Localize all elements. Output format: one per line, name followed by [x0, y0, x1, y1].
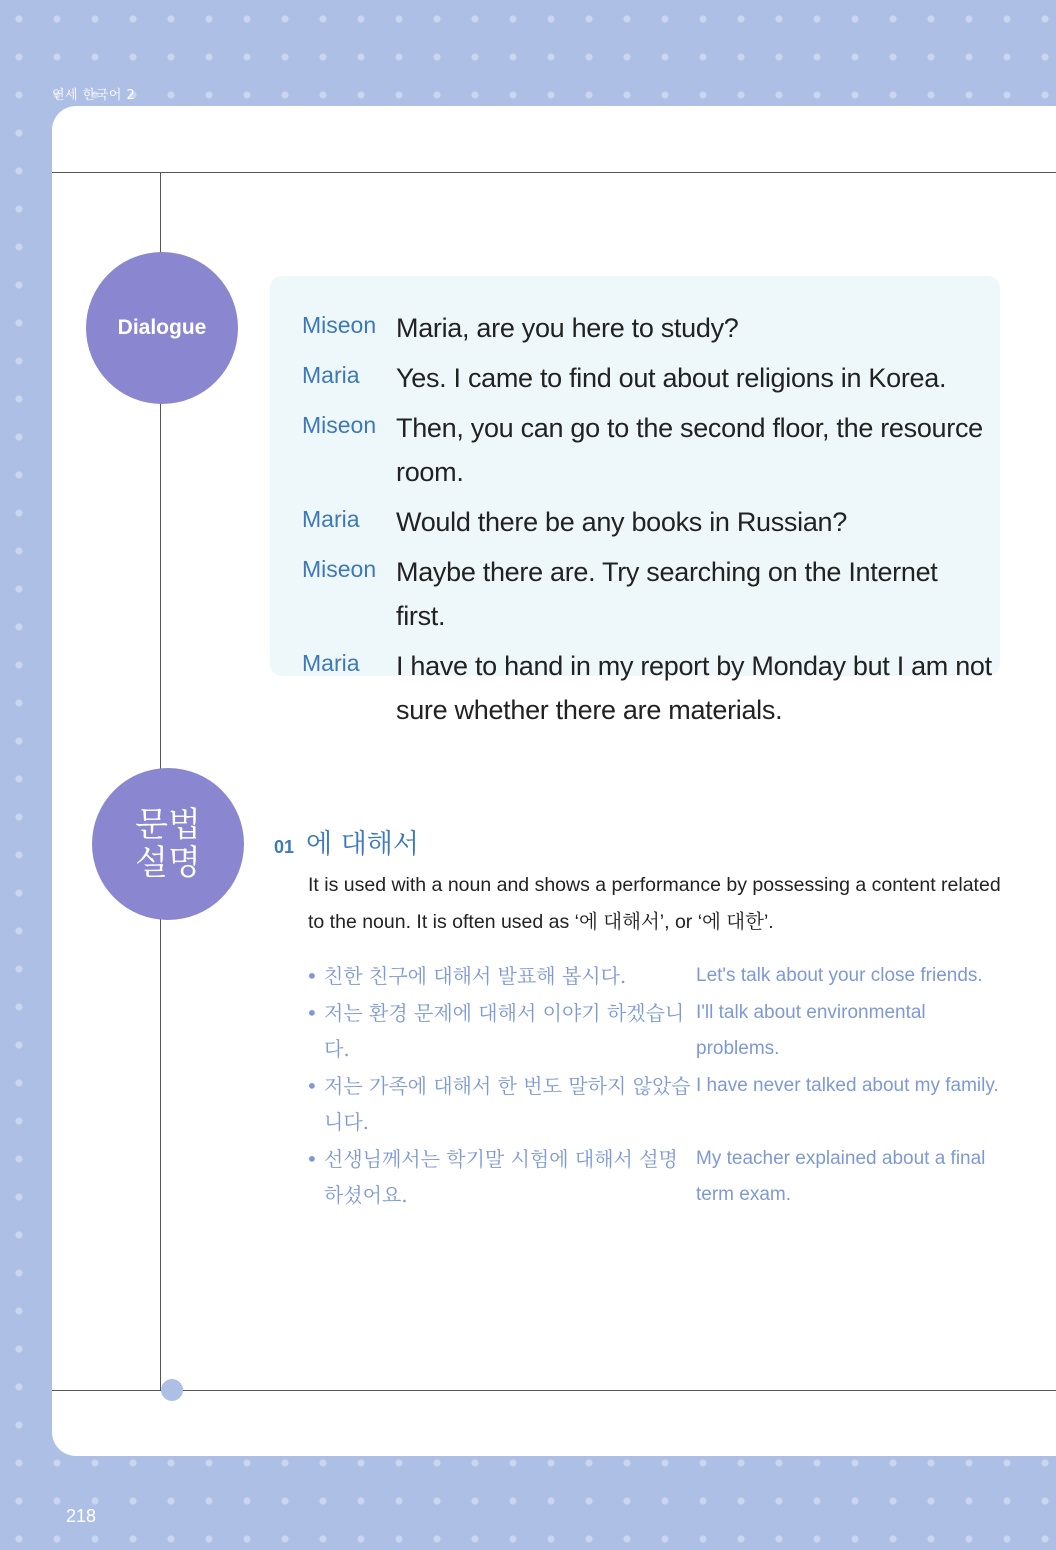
speaker-name: Maria [302, 362, 360, 388]
speaker-name: Miseon [302, 556, 377, 582]
utterance: Then, you can go to the second floor, the resource room. [396, 413, 983, 487]
top-rule [52, 172, 1056, 173]
grammar-section-badge [92, 768, 244, 920]
example-korean: • 저는 가족에 대해서 한 번도 말하지 않았습니다. [306, 1068, 696, 1140]
example-item [306, 1141, 1006, 1213]
dialogue-section-badge [86, 252, 238, 404]
dialogue-line [302, 644, 992, 732]
page-number: 218 [66, 1506, 97, 1526]
dialogue-line [302, 500, 992, 544]
grammar-label: 문법 설명 [135, 805, 201, 883]
example-item [306, 958, 1006, 994]
example-list [306, 958, 1006, 1214]
example-item [306, 1068, 1006, 1140]
utterance: Maybe there are. Try searching on the Internet first. [396, 557, 938, 631]
dialogue-line [302, 306, 992, 350]
grammar-number: 01 [274, 837, 295, 857]
example-item [306, 995, 1006, 1067]
dialogue-label: Dialogue [117, 316, 207, 339]
grammar-point [274, 822, 1014, 941]
timeline-dot [161, 1379, 183, 1401]
dialogue [302, 306, 992, 738]
example-english: I'll talk about environmental problems. [696, 1002, 926, 1059]
utterance: Maria, are you here to study? [396, 313, 739, 343]
grammar-heading [274, 822, 1014, 861]
example-korean: • 선생님께서는 학기말 시험에 대해서 설명하셨어요. [306, 1141, 696, 1213]
example-english: I have never talked about my family. [696, 1075, 999, 1096]
speaker-name: Miseon [302, 412, 377, 438]
speaker-name: Miseon [302, 312, 377, 338]
dialogue-line [302, 406, 992, 494]
example-korean: • 친한 친구에 대해서 발표해 봅시다. [306, 958, 696, 994]
dialogue-line [302, 550, 992, 638]
example-korean: • 저는 환경 문제에 대해서 이야기 하겠습니다. [306, 995, 696, 1067]
dialogue-line [302, 356, 992, 400]
grammar-title: 에 대해서 [306, 829, 419, 860]
utterance: Would there be any books in Russian? [396, 507, 847, 537]
utterance: I have to hand in my report by Monday but I am not sure whether there are materials. [396, 651, 992, 725]
speaker-name: Maria [302, 650, 360, 676]
book-title: 연세 한국어 2 [52, 88, 136, 103]
example-english: My teacher explained about a final term exam. [696, 1148, 986, 1205]
bottom-rule [52, 1390, 1056, 1391]
example-english: Let's talk about your close friends. [696, 965, 983, 986]
grammar-description: It is used with a noun and shows a performance by possessing a content related to the noun. It is often used as ‘에 대해서’, or ‘에 대한’. [308, 874, 1001, 933]
speaker-name: Maria [302, 506, 360, 532]
utterance: Yes. I came to find out about religions in Korea. [396, 363, 947, 393]
